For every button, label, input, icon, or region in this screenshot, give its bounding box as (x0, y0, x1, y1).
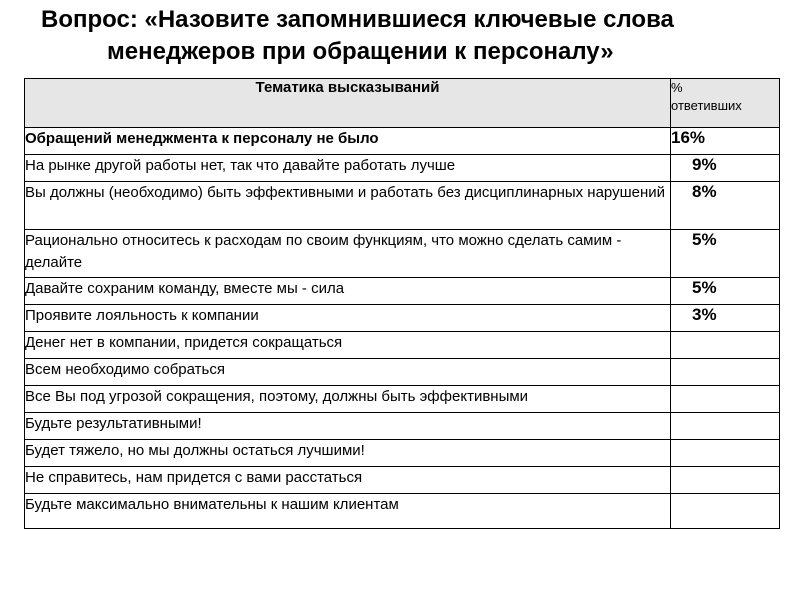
survey-table (24, 78, 780, 529)
table-row (25, 155, 780, 182)
percent-cell: 8% (671, 182, 780, 230)
table-row (25, 494, 780, 529)
percent-cell (671, 332, 780, 359)
percent-cell (671, 467, 780, 494)
percent-cell: 5% (671, 230, 780, 278)
topic-cell: Давайте сохраним команду, вместе мы - сила (25, 278, 671, 305)
table-row (25, 332, 780, 359)
title-line-2: менеджеров при обращении к персоналу» (107, 38, 614, 65)
percent-cell: 3% (671, 305, 780, 332)
column-header-percent (671, 79, 780, 128)
table-header-row (25, 79, 780, 128)
table-row (25, 359, 780, 386)
topic-cell: Денег нет в компании, придется сокращаться (25, 332, 671, 359)
topic-cell: Рационально относитесь к расходам по своим функциям, что можно сделать самим - делайте (25, 230, 671, 278)
percent-cell (671, 413, 780, 440)
table-row (25, 413, 780, 440)
topic-cell: Проявите лояльность к компании (25, 305, 671, 332)
percent-cell (671, 386, 780, 413)
topic-cell: Будьте результативными! (25, 413, 671, 440)
title-line-1: Вопрос: «Назовите запомнившиеся ключевые слова (41, 6, 674, 33)
topic-cell: Обращений менеджмента к персоналу не было (25, 128, 671, 155)
table-row (25, 467, 780, 494)
topic-cell: Будет тяжело, но мы должны остаться лучшими! (25, 440, 671, 467)
topic-cell: На рынке другой работы нет, так что давайте работать лучше (25, 155, 671, 182)
percent-cell (671, 440, 780, 467)
column-header-percent-symbol: % (671, 80, 683, 95)
table-row (25, 230, 780, 278)
percent-cell (671, 494, 780, 529)
table-row (25, 128, 780, 155)
topic-cell: Не справитесь, нам придется с вами расстаться (25, 467, 671, 494)
topic-cell: Всем необходимо собраться (25, 359, 671, 386)
topic-cell: Все Вы под угрозой сокращения, поэтому, должны быть эффективными (25, 386, 671, 413)
table-row (25, 305, 780, 332)
topic-cell: Будьте максимально внимательны к нашим клиентам (25, 494, 671, 529)
percent-cell: 16% (671, 128, 780, 155)
column-header-topic: Тематика высказываний (25, 79, 671, 128)
table-row (25, 182, 780, 230)
column-header-percent-label: ответивших (671, 98, 742, 113)
page-title (0, 4, 800, 68)
percent-cell: 9% (671, 155, 780, 182)
table-row (25, 278, 780, 305)
percent-cell (671, 359, 780, 386)
table-row (25, 440, 780, 467)
percent-cell: 5% (671, 278, 780, 305)
topic-cell: Вы должны (необходимо) быть эффективными и работать без дисциплинарных нарушений (25, 182, 671, 230)
table-row (25, 386, 780, 413)
